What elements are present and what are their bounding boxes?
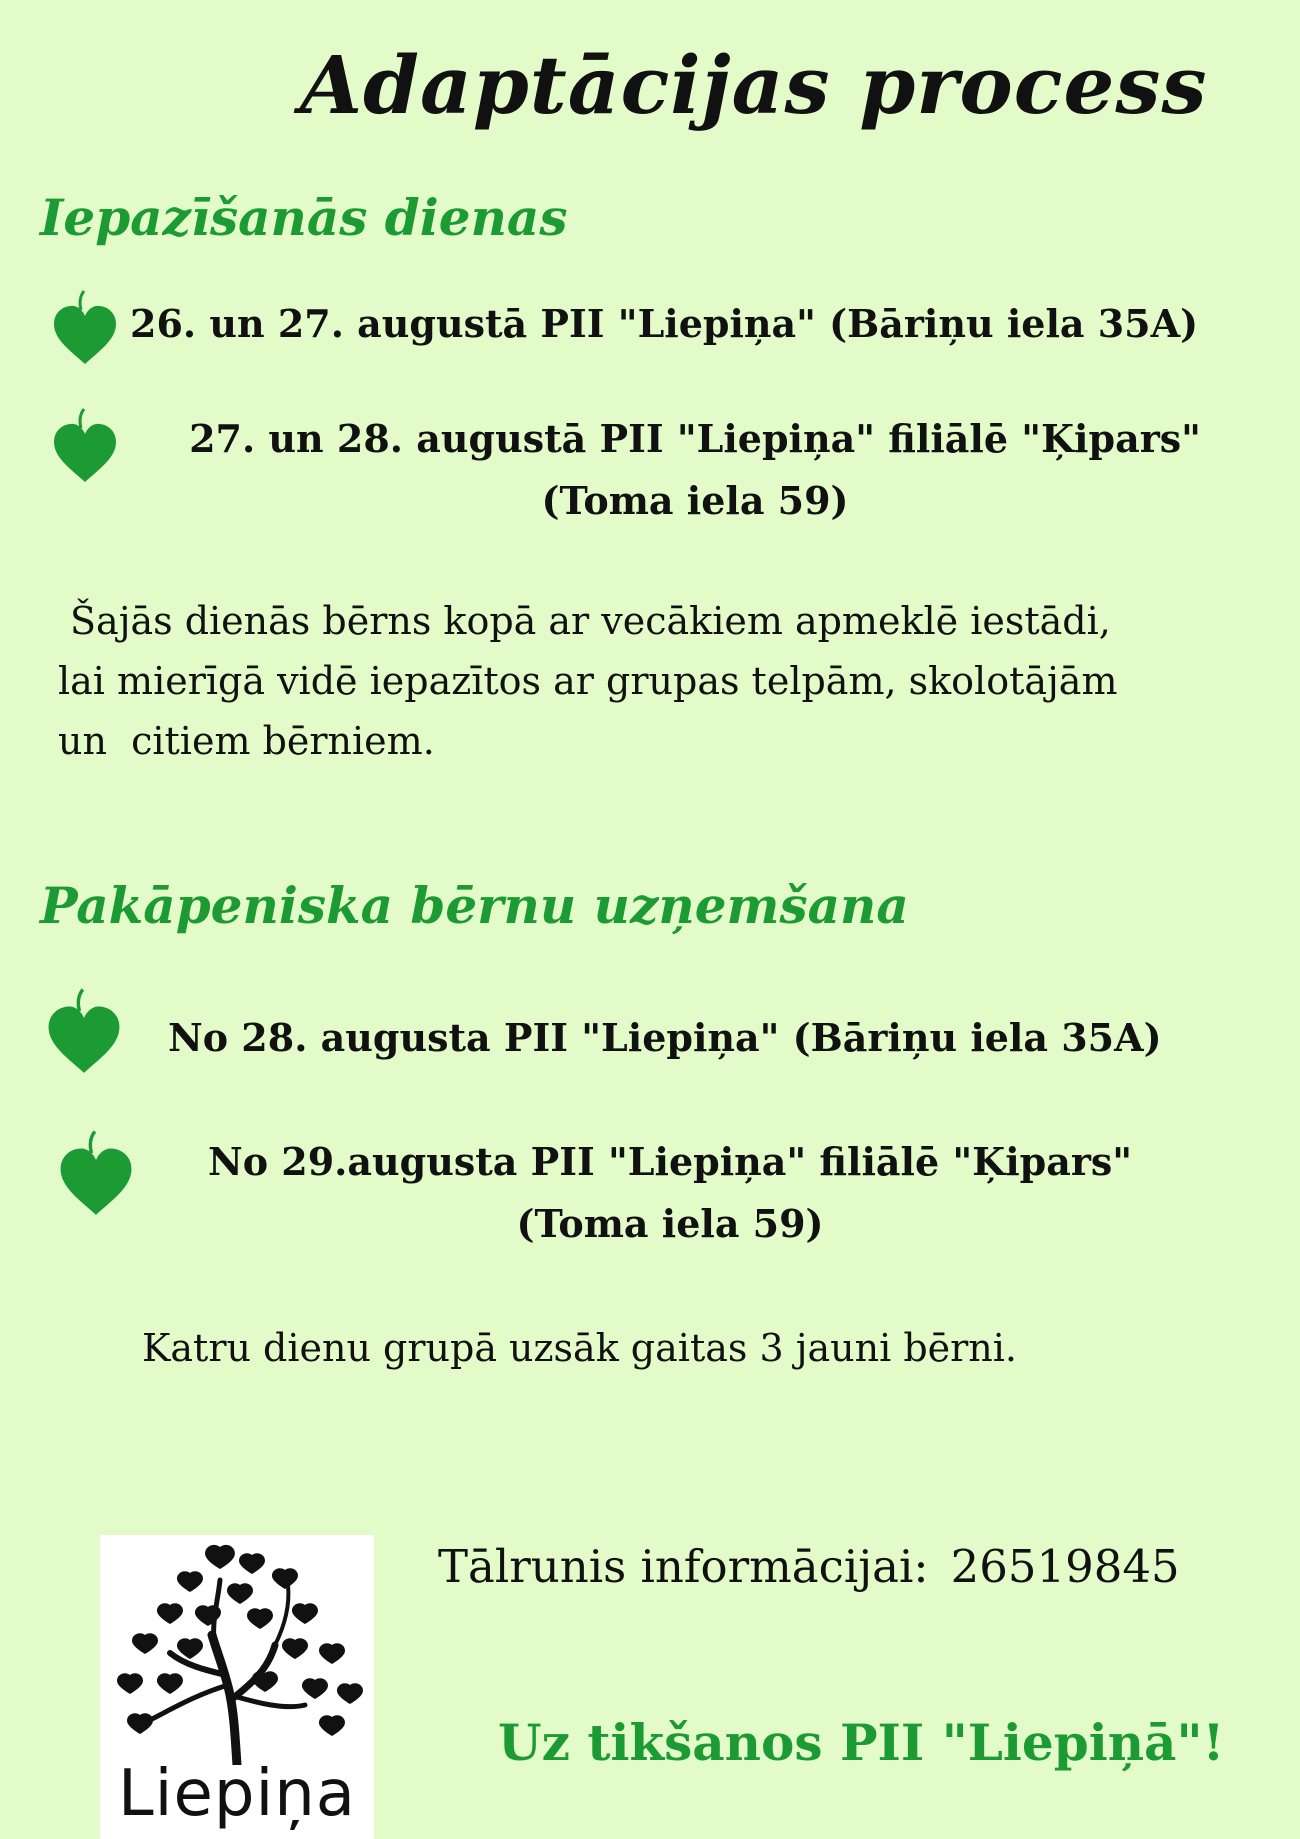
intro-paragraph-line-3: un citiem bērniem.	[58, 719, 435, 763]
section-heading-introduction-days: Iepazīšanās dienas	[40, 188, 568, 247]
logo-text: Liepiņa	[118, 1757, 356, 1831]
intro-paragraph-line-2: lai mierīgā vidē iepazītos ar grupas telpām, skolotājām	[58, 659, 1118, 703]
phone-number: 26519845	[950, 1540, 1180, 1593]
kindergarten-logo	[100, 1535, 374, 1839]
tree-logo-icon	[100, 1535, 374, 1765]
intro-day-item-2-line2: (Toma iela 59)	[541, 478, 849, 523]
intro-day-item-2	[140, 408, 1250, 532]
admission-note: Katru dienu grupā uzsāk gaitas 3 jauni bērni.	[142, 1326, 1018, 1370]
heart-leaf-icon	[50, 408, 120, 488]
heart-leaf-icon	[56, 1130, 136, 1222]
heart-leaf-icon	[44, 988, 124, 1080]
page-title: Adaptācijas process	[300, 38, 1208, 132]
admission-item-1: No 28. augusta PII "Liepiņa" (Bāriņu iela 35A)	[168, 1015, 1162, 1060]
intro-paragraph-line-1: Šajās dienās bērns kopā ar vecākiem apmeklē iestādi,	[70, 599, 1111, 643]
admission-item-2-line1: No 29.augusta PII "Liepiņa" filiālē "Ķipars"	[207, 1139, 1133, 1184]
contact-line	[438, 1540, 1180, 1593]
closing-message: Uz tikšanos PII "Liepiņā"!	[498, 1713, 1225, 1772]
heart-leaf-icon	[50, 290, 120, 370]
intro-day-item-1: 26. un 27. augustā PII "Liepiņa" (Bāriņu iela 35A)	[130, 301, 1199, 346]
phone-label: Tālrunis informācijai:	[438, 1540, 929, 1593]
admission-item-2	[140, 1131, 1200, 1255]
admission-item-2-line2: (Toma iela 59)	[516, 1201, 824, 1246]
intro-day-item-2-line1: 27. un 28. augustā PII "Liepiņa" filiālē "Ķipars"	[189, 416, 1201, 461]
intro-paragraph	[58, 591, 1117, 771]
section-heading-gradual-admission: Pakāpeniska bērnu uzņemšana	[40, 876, 909, 935]
